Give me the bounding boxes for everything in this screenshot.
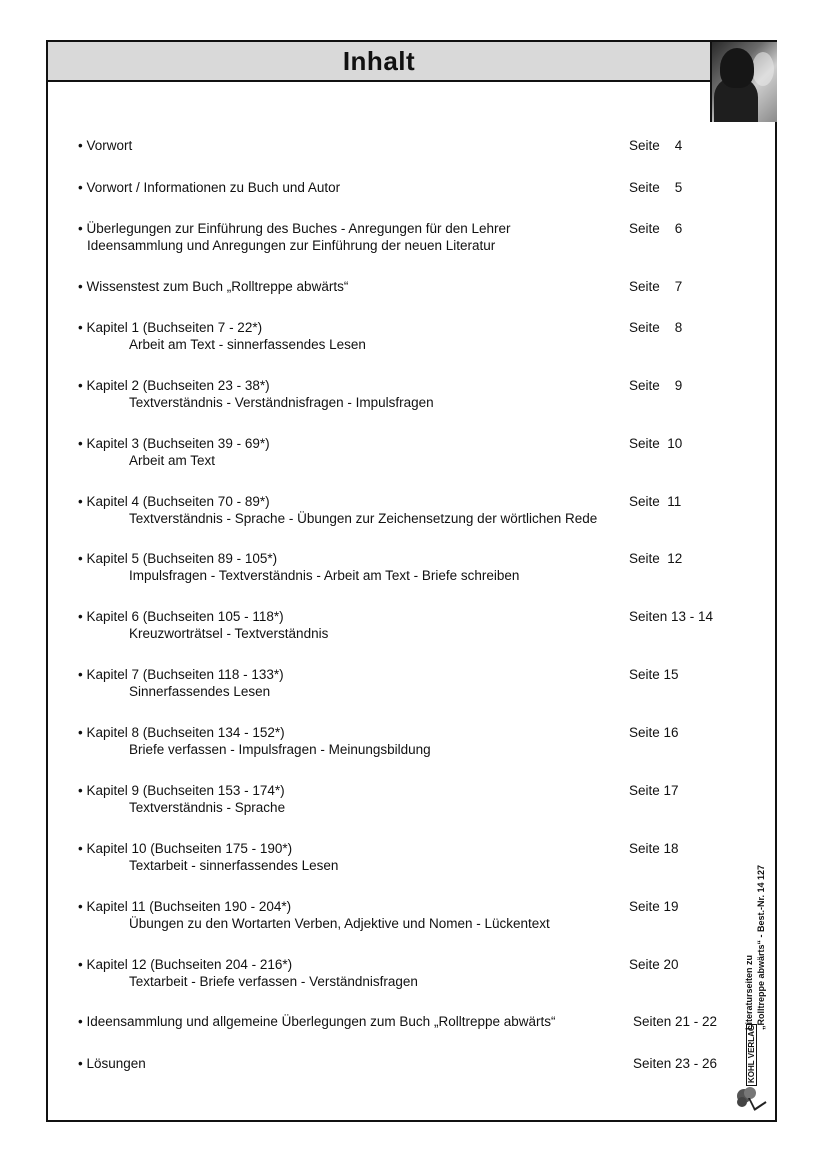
publisher-name: KOHL VERLAG xyxy=(746,1024,757,1086)
toc-entry-subtitle: Arbeit am Text - sinnerfassendes Lesen xyxy=(129,337,366,352)
side-book-number: „Rolltreppe abwärts“ - Best.-Nr. 14 127 xyxy=(756,864,766,1030)
toc-entry-subtitle: Ideensammlung und Anregungen zur Einführung der neuen Literatur xyxy=(87,238,496,253)
toc-entry-title: • Kapitel 7 (Buchseiten 118 - 133*) xyxy=(78,667,284,682)
side-series-label: Literaturseiten zu xyxy=(744,954,754,1030)
toc-entry-page: Seite 7 xyxy=(629,279,683,294)
toc-entry-title: • Kapitel 9 (Buchseiten 153 - 174*) xyxy=(78,783,285,798)
toc-entry-title: • Kapitel 12 (Buchseiten 204 - 216*) xyxy=(78,957,293,972)
toc-entry-subtitle: Textverständnis - Verständnisfragen - Impulsfragen xyxy=(129,395,434,410)
toc-entry-title: • Kapitel 10 (Buchseiten 175 - 190*) xyxy=(78,841,293,856)
toc-entry-title: • Kapitel 11 (Buchseiten 190 - 204*) xyxy=(78,899,292,914)
toc-entry-subtitle: Textarbeit - Briefe verfassen - Verständnisfragen xyxy=(129,974,418,989)
toc-entry-title: • Kapitel 5 (Buchseiten 89 - 105*) xyxy=(78,551,278,566)
side-book-reference xyxy=(744,830,782,1030)
toc-entry-title: • Kapitel 3 (Buchseiten 39 - 69*) xyxy=(78,436,270,451)
toc-entry-title: • Kapitel 8 (Buchseiten 134 - 152*) xyxy=(78,725,285,740)
toc-entry-subtitle: Briefe verfassen - Impulsfragen - Meinungsbildung xyxy=(129,742,431,757)
toc-entry-page: Seite 20 xyxy=(629,957,679,972)
toc-entry-page: Seite 10 xyxy=(629,436,683,451)
toc-entry-page: Seiten 21 - 22 xyxy=(633,1014,718,1029)
toc-entry-page: Seite 9 xyxy=(629,378,683,393)
toc-entry-title: • Wissenstest zum Buch „Rolltreppe abwärts“ xyxy=(78,279,349,294)
tree-logo-icon xyxy=(734,1084,768,1112)
toc-entry-title: • Kapitel 4 (Buchseiten 70 - 89*) xyxy=(78,494,270,509)
photo-head-silhouette xyxy=(720,48,754,88)
toc-entry-subtitle: Impulsfragen - Textverständnis - Arbeit am Text - Briefe schreiben xyxy=(129,568,520,583)
toc-entry-subtitle: Arbeit am Text xyxy=(129,453,216,468)
toc-entry-page: Seiten 13 - 14 xyxy=(629,609,714,624)
toc-entry-page: Seite 12 xyxy=(629,551,683,566)
photo-highlight xyxy=(752,52,774,86)
toc-entry-page: Seite 8 xyxy=(629,320,683,335)
toc-entry-page: Seite 18 xyxy=(629,841,679,856)
toc-entry-subtitle: Textarbeit - sinnerfassendes Lesen xyxy=(129,858,339,873)
toc-entry-subtitle: Textverständnis - Sprache xyxy=(129,800,286,815)
toc-entry-subtitle: Sinnerfassendes Lesen xyxy=(129,684,271,699)
toc-entry-title: • Vorwort / Informationen zu Buch und Autor xyxy=(78,180,341,195)
toc-entry-page: Seite 15 xyxy=(629,667,679,682)
toc-entry-title: • Kapitel 1 (Buchseiten 7 - 22*) xyxy=(78,320,263,335)
toc-entry-page: Seite 19 xyxy=(629,899,679,914)
toc-entry-page: Seiten 23 - 26 xyxy=(633,1056,718,1071)
boy-photo xyxy=(710,42,777,122)
toc-entry-page: Seite 4 xyxy=(629,138,683,153)
toc-entry-title: • Ideensammlung und allgemeine Überlegungen zum Buch „Rolltreppe abwärts“ xyxy=(78,1014,556,1029)
page-title: Inhalt xyxy=(342,46,416,76)
toc-entry-page: Seite 5 xyxy=(629,180,683,195)
publisher-logo xyxy=(746,1024,766,1086)
toc-entry-subtitle: Kreuzworträtsel - Textverständnis xyxy=(129,626,329,641)
toc-entry-title: • Kapitel 6 (Buchseiten 105 - 118*) xyxy=(78,609,284,624)
toc-entry-title: • Überlegungen zur Einführung des Buches - Anregungen für den Lehrer xyxy=(78,221,511,236)
toc-entry-page: Seite 11 xyxy=(629,494,682,509)
toc-entry-title: • Kapitel 2 (Buchseiten 23 - 38*) xyxy=(78,378,270,393)
toc-entry-page: Seite 17 xyxy=(629,783,679,798)
toc-entry-subtitle: Textverständnis - Sprache - Übungen zur Zeichensetzung der wörtlichen Rede xyxy=(129,511,598,526)
toc-entry-page: Seite 6 xyxy=(629,221,683,236)
toc-entry-title: • Lösungen xyxy=(78,1056,146,1071)
toc-entry-page: Seite 16 xyxy=(629,725,679,740)
header-bar xyxy=(48,42,710,82)
toc-entry-subtitle: Übungen zu den Wortarten Verben, Adjektive und Nomen - Lückentext xyxy=(129,916,550,931)
toc-entry-title: • Vorwort xyxy=(78,138,133,153)
